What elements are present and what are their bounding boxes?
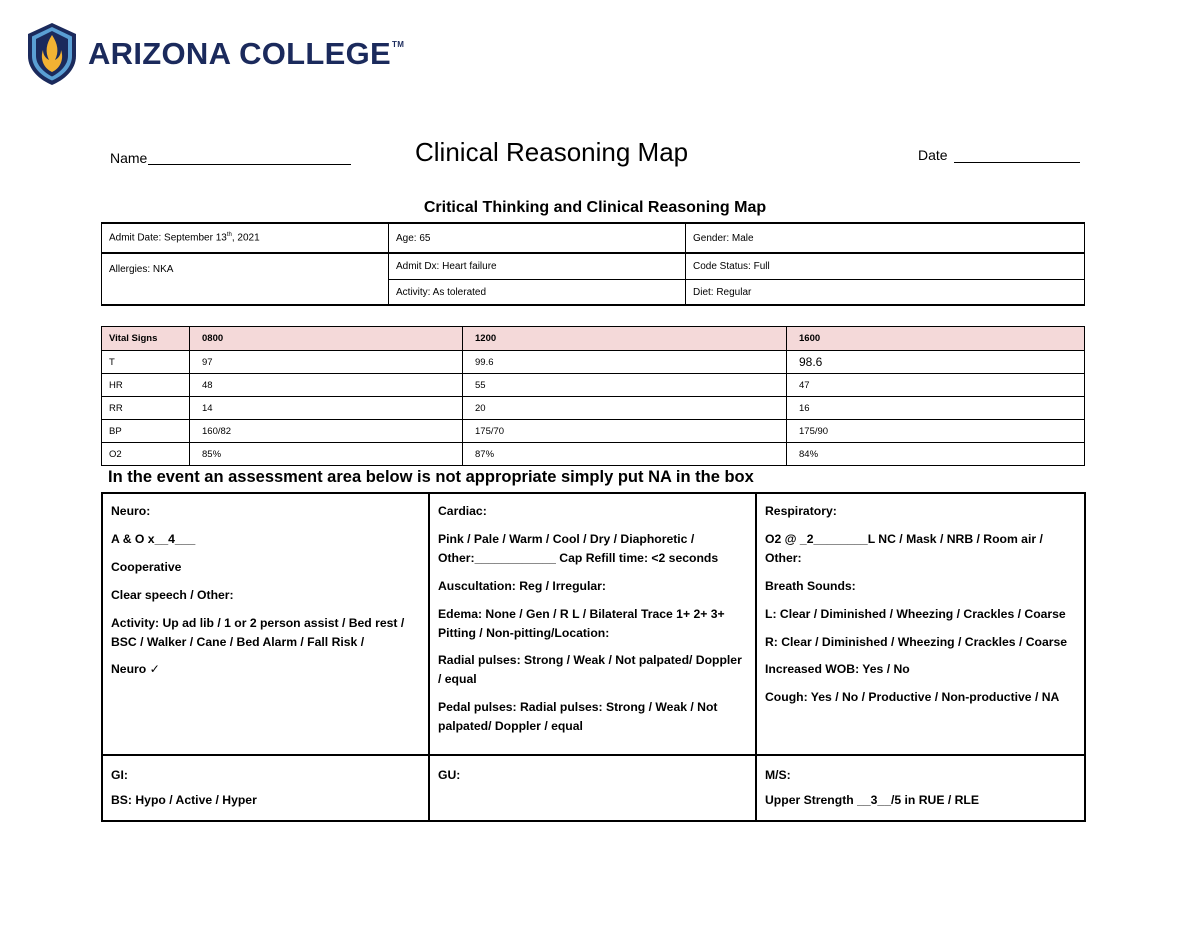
name-field[interactable] [148, 164, 351, 165]
vitals-header-row [102, 327, 1085, 351]
ms-strength: Upper Strength __3__/5 in RUE / RLE [765, 792, 980, 807]
vital-label: BP [102, 420, 190, 443]
patient-info-table [101, 222, 1085, 306]
na-instruction: In the event an assessment area below is not appropriate simply put NA in the box [108, 468, 754, 486]
logo-wordmark: ARIZONA COLLEGE™ [88, 36, 405, 71]
section-subtitle: Critical Thinking and Clinical Reasoning Map [423, 199, 767, 216]
cardiac-auscultation: Auscultation: Reg / Irregular: [438, 578, 606, 593]
vital-value[interactable]: 175/90 [787, 420, 1085, 443]
table-row [102, 420, 1085, 443]
respiratory-breath-sounds: Breath Sounds: [765, 578, 856, 593]
vitals-header-label: Vital Signs [102, 327, 190, 351]
name-label: Name [110, 150, 148, 166]
respiratory-right: R: Clear / Diminished / Wheezing / Crackles / Coarse [765, 634, 1068, 649]
vital-value[interactable]: 55 [463, 374, 787, 397]
neuro-speech: Clear speech / Other: [111, 587, 234, 602]
respiratory-box[interactable] [756, 493, 1085, 755]
table-row [102, 374, 1085, 397]
gi-bowel-sounds: BS: Hypo / Active / Hyper [111, 792, 257, 807]
cardiac-edema: Edema: None / Gen / R L / Bilateral Trace 1+ 2+ 3+ Pitting / Non-pitting/Location: [438, 606, 725, 640]
admit-dx-cell: Admit Dx: Heart failure [389, 253, 686, 280]
vital-value[interactable]: 160/82 [190, 420, 463, 443]
page-title: Clinical Reasoning Map [415, 137, 689, 167]
date-field[interactable] [954, 162, 1080, 163]
trademark-mark: TM [392, 40, 405, 49]
allergies-cell: Allergies: NKA [102, 253, 389, 305]
vital-label: O2 [102, 443, 190, 466]
vital-value[interactable]: 84% [787, 443, 1085, 466]
vital-value[interactable]: 97 [190, 351, 463, 374]
vital-value[interactable]: 85% [190, 443, 463, 466]
neuro-orientation: A & O x__4___ [111, 531, 196, 546]
gu-heading: GU: [438, 768, 461, 782]
vital-label: T [102, 351, 190, 374]
diet-cell: Diet: Regular [686, 280, 1085, 306]
vital-label: RR [102, 397, 190, 420]
neuro-behavior: Cooperative [111, 559, 182, 574]
vital-value[interactable]: 20 [463, 397, 787, 420]
ms-box[interactable] [756, 755, 1085, 821]
admit-date-cell: Admit Date: September 13th, 2021 [102, 223, 389, 253]
neuro-check: Neuro ✓ [111, 662, 160, 677]
respiratory-left: L: Clear / Diminished / Wheezing / Crackles / Coarse [765, 606, 1066, 621]
vitals-header-1200: 1200 [463, 327, 787, 351]
activity-cell: Activity: As tolerated [389, 280, 686, 306]
table-row [102, 397, 1085, 420]
vitals-header-0800: 0800 [190, 327, 463, 351]
neuro-heading: Neuro: [111, 504, 151, 518]
code-status-cell: Code Status: Full [686, 253, 1085, 280]
vital-value[interactable]: 175/70 [463, 420, 787, 443]
cardiac-radial-pulses: Radial pulses: Strong / Weak / Not palpated/ Doppler / equal [438, 653, 742, 687]
ms-heading: M/S: [765, 768, 791, 782]
gi-box[interactable] [102, 755, 429, 821]
gender-cell: Gender: Male [686, 223, 1085, 253]
neuro-box[interactable] [102, 493, 429, 755]
respiratory-wob: Increased WOB: Yes / No [765, 662, 910, 677]
table-row [102, 443, 1085, 466]
age-cell: Age: 65 [389, 223, 686, 253]
vital-signs-table [101, 326, 1085, 466]
arizona-college-logo-icon [26, 22, 78, 86]
gu-box[interactable] [429, 755, 756, 821]
cardiac-pedal-pulses: Pedal pulses: Radial pulses: Strong / Weak / Not palpated/ Doppler / equal [438, 700, 718, 734]
neuro-activity: Activity: Up ad lib / 1 or 2 person assist / Bed rest / BSC / Walker / Cane / Bed Alarm / Fall Risk / [111, 615, 405, 649]
gi-heading: GI: [111, 768, 128, 782]
respiratory-o2: O2 @ _2________L NC / Mask / NRB / Room air / Other: [765, 531, 1043, 565]
vital-value[interactable]: 47 [787, 374, 1085, 397]
vital-label: HR [102, 374, 190, 397]
vitals-header-1600: 1600 [787, 327, 1085, 351]
vital-value[interactable]: 48 [190, 374, 463, 397]
respiratory-cough: Cough: Yes / No / Productive / Non-productive / NA [765, 690, 1060, 705]
table-row [102, 351, 1085, 374]
vital-value[interactable]: 98.6 [787, 351, 1085, 374]
vital-value[interactable]: 16 [787, 397, 1085, 420]
cardiac-skin: Pink / Pale / Warm / Cool / Dry / Diaphoretic / Other:____________ Cap Refill time: <2 seconds [438, 531, 719, 565]
vital-value[interactable]: 99.6 [463, 351, 787, 374]
vital-value[interactable]: 87% [463, 443, 787, 466]
vital-value[interactable]: 14 [190, 397, 463, 420]
date-label: Date [918, 147, 948, 163]
assessment-grid [101, 492, 1086, 822]
cardiac-heading: Cardiac: [438, 504, 487, 518]
respiratory-heading: Respiratory: [765, 504, 837, 518]
cardiac-box[interactable] [429, 493, 756, 755]
